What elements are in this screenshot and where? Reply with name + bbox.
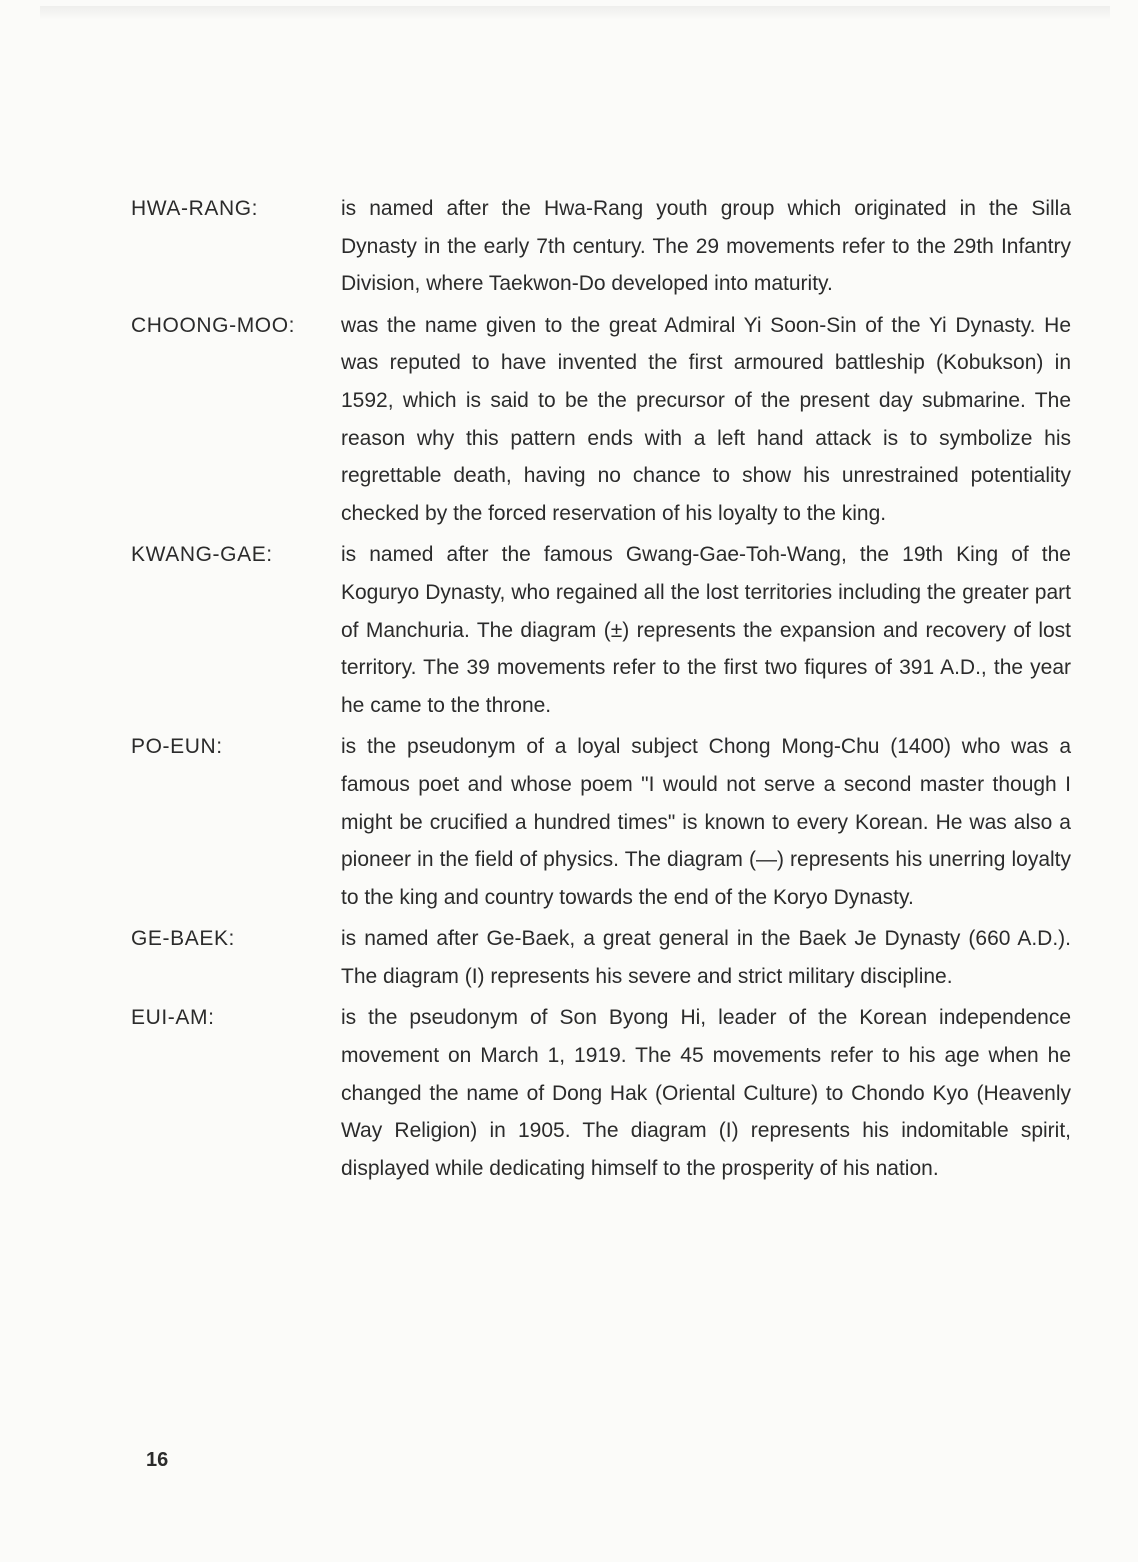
term-ge-baek: GE-BAEK: <box>131 927 235 951</box>
description-hwa-rang: is named after the Hwa-Rang youth group which originated in the Silla Dynasty in the early 7th century. The 29 movements refer to the 29th Infantry Division, where Taekwon-Do developed into maturity. <box>341 197 1071 296</box>
entry-po-eun <box>131 728 1071 916</box>
term-eui-am: EUI-AM: <box>131 1006 215 1030</box>
description-ge-baek: is named after Ge-Baek, a great general in the Baek Je Dynasty (660 A.D.). The diagram (I) represents his severe and strict military discipline. <box>341 927 1071 988</box>
entry-choong-moo <box>131 307 1071 533</box>
description-choong-moo: was the name given to the great Admiral Yi Soon-Sin of the Yi Dynasty. He was reputed to have invented the first armoured battleship (Kobukson) in 1592, which is said to be the precursor of the present day submarine. The reason why this pattern ends with a left hand attack is to symbolize his regrettable death, having no chance to show his unrestrained potentiality checked by the forced reservation of his loyalty to the king. <box>341 313 1071 525</box>
term-hwa-rang: HWA-RANG: <box>131 197 259 220</box>
pattern-definitions <box>131 190 1071 1191</box>
description-po-eun: is the pseudonym of a loyal subject Chong Mong-Chu (1400) who was a famous poet and whose poem "I would not serve a second master though I might be crucified a hundred times" is known to every Korean. He was also a pioneer in the field of physics. The diagram (—) represents his unerring loyalty to the king and country towards the end of the Koryo Dynasty. <box>341 735 1071 909</box>
description-eui-am: is the pseudonym of Son Byong Hi, leader of the Korean independence movement on March 1, 1919. The 45 movements refer to his age when he changed the name of Dong Hak (Oriental Culture) to Chondo Kyo (Heavenly Way Religion) in 1905. The diagram (I) represents his indomitable spirit, displayed while dedicating himself to the prosperity of his nation. <box>341 1006 1071 1180</box>
entry-hwa-rang <box>131 190 1071 303</box>
page-number: 16 <box>146 1449 169 1471</box>
term-po-eun: PO-EUN: <box>131 735 223 759</box>
entry-kwang-gae <box>131 536 1071 724</box>
term-kwang-gae: KWANG-GAE: <box>131 543 273 567</box>
description-kwang-gae: is named after the famous Gwang-Gae-Toh-Wang, the 19th King of the Koguryo Dynasty, who regained all the lost territories including the greater part of Manchuria. The diagram (±) represents the expansion and recovery of lost territory. The 39 movements refer to the first two fiqures of 391 A.D., the year he came to the throne. <box>341 543 1071 717</box>
term-choong-moo: CHOONG-MOO: <box>131 313 296 337</box>
entry-ge-baek <box>131 920 1071 995</box>
entry-eui-am <box>131 999 1071 1187</box>
scan-edge-shadow <box>40 6 1110 20</box>
